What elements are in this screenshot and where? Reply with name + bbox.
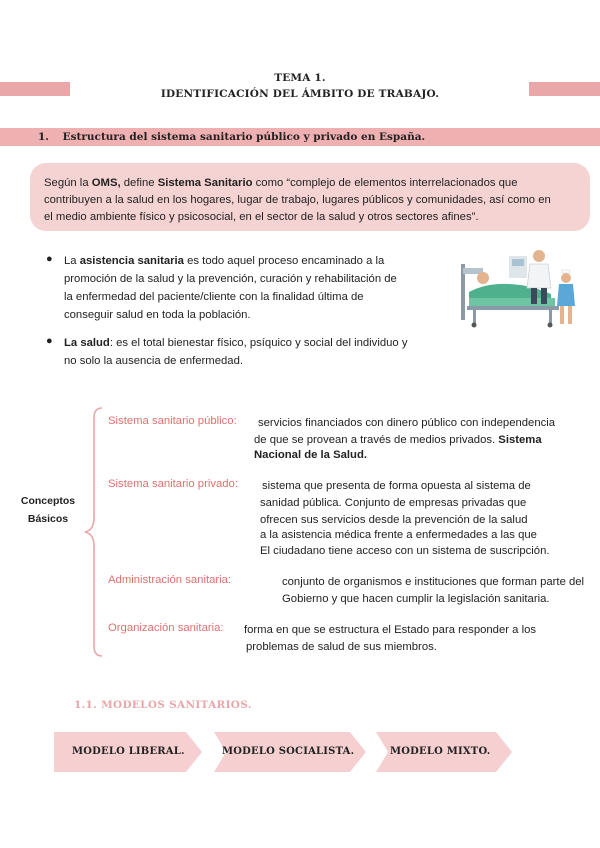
def-line3: el medio ambiente físico y psicosocial, en el sector de la salud y otros sectores afines”. <box>44 211 479 223</box>
bullet-dot-1: ● <box>46 253 53 265</box>
bullet2-line1: : es el total bienestar físico, psíquico y social del individuo y <box>109 337 408 349</box>
privado-line3: ofrecen sus servicios desde la prevención de la salud <box>260 514 528 526</box>
bullet2-line2: no solo la ausencia de enfermedad. <box>64 355 243 367</box>
conceptos-label-line1: Conceptos <box>20 495 76 507</box>
conceptos-label-line2: Básicos <box>27 513 69 525</box>
privado-line4: a la asistencia médica frente a enfermedades a las que <box>260 529 537 541</box>
bullet-salud <box>64 334 407 370</box>
bullet1-line2: promoción de la salud y la prevención, curación y rehabilitación de <box>64 273 397 285</box>
def-oms: OMS, <box>91 177 121 189</box>
subsection-title: 1.1. MODELOS SANITARIOS. <box>74 699 252 711</box>
section-heading <box>38 131 425 143</box>
publico-line1: servicios financiados con dinero público con independencia <box>258 417 556 429</box>
publico-line2-bold: Sistema <box>498 434 542 446</box>
def-prefix: Según la <box>44 177 92 189</box>
curly-brace-icon <box>82 406 106 658</box>
bullet1-term: asistencia sanitaria <box>79 255 184 267</box>
bullet1-line4: conseguir salud en toda la población. <box>64 309 251 321</box>
conceptos-basicos-label <box>14 492 82 528</box>
nurse-figure-icon <box>557 270 575 324</box>
administracion-line1: conjunto de organismos e instituciones que forman parte del <box>282 576 585 588</box>
organizacion-line2: problemas de salud de sus miembros. <box>246 641 437 653</box>
def-line2: contribuyen a la salud en los hogares, lugar de trabajo, lugares públicos y comunidades, así como en <box>44 194 551 206</box>
def-term: Sistema Sanitario <box>157 177 253 189</box>
privado-line5: El ciudadano tiene acceso con un sistema de suscripción. <box>260 545 550 557</box>
bullet1-pre: La <box>64 255 80 267</box>
privado-line1: sistema que presenta de forma opuesta al sistema de <box>262 480 531 492</box>
doc-title-line1: TEMA 1. <box>274 72 326 84</box>
modelo-socialista-label: MODELO SOCIALISTA. <box>222 746 355 757</box>
privado-line2: sanidad pública. Conjunto de empresas privadas que <box>260 497 527 509</box>
definition-text <box>44 175 584 226</box>
term-sistema-publico: Sistema sanitario público: <box>108 415 237 427</box>
modelo-mixto-label: MODELO MIXTO. <box>390 746 491 757</box>
publico-line2-text: de que se provean a través de medios privados. <box>254 434 499 446</box>
administracion-line2: Gobierno y que hacen cumplir la legislación sanitaria. <box>282 593 550 605</box>
term-sistema-privado: Sistema sanitario privado: <box>108 478 238 490</box>
section-title: Estructura del sistema sanitario público y privado en España. <box>62 131 426 143</box>
bullet1-line1: es todo aquel proceso encaminado a la <box>183 255 385 267</box>
def-line1: como “complejo de elementos interrelacionados que <box>252 177 518 189</box>
hospital-bed-illustration <box>455 248 585 330</box>
doc-title-line2: IDENTIFICACIÓN DEL ÁMBITO DE TRABAJO. <box>160 88 440 100</box>
modelo-liberal-label: MODELO LIBERAL. <box>72 746 185 757</box>
bullet-dot-2: ● <box>46 335 53 347</box>
bullet-asistencia <box>64 252 397 324</box>
organizacion-line1: forma en que se estructura el Estado para responder a los <box>244 624 537 636</box>
bullet2-term: La salud <box>64 337 110 349</box>
def-mid: define <box>120 177 158 189</box>
publico-line3: Nacional de la Salud. <box>254 449 368 461</box>
term-organizacion: Organización sanitaria: <box>108 622 224 634</box>
section-number: 1. <box>38 131 49 143</box>
bullet1-line3: la enfermedad del paciente/cliente con la finalidad última de <box>64 291 364 303</box>
term-administracion: Administración sanitaria: <box>108 574 232 586</box>
